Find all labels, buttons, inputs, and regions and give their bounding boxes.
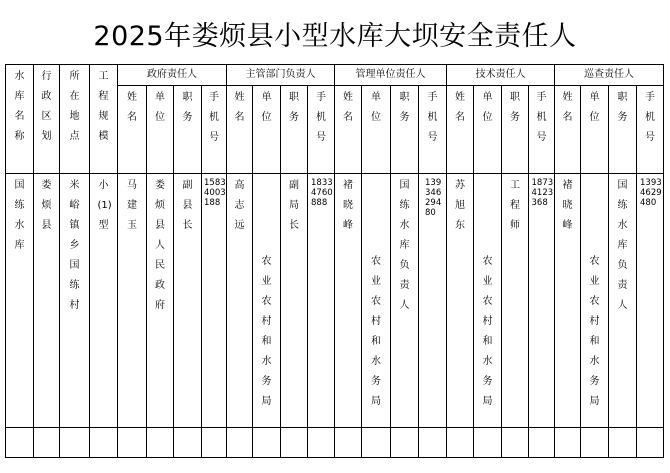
cell-reservoir-name: 国练水库 [6, 174, 34, 428]
empty-row [6, 428, 664, 458]
sub-header-name: 姓名 [118, 86, 147, 174]
sub-header-position: 职务 [609, 86, 637, 174]
sub-header-name: 姓名 [447, 86, 474, 174]
sub-header-position: 职务 [391, 86, 419, 174]
header-district: 行政区划 [34, 65, 60, 174]
cell-gov-unit: 娄烦县人民政府 [147, 174, 174, 428]
document-title: 2025年娄烦县小型水库大坝安全责任人 [93, 21, 577, 52]
sub-header-phone: 手机号 [419, 86, 447, 174]
cell-tech-position: 工程师 [502, 174, 529, 428]
cell-gov-name: 马建玉 [118, 174, 147, 428]
header-group-tech: 技术责任人 [447, 65, 555, 86]
cell-patrol-position: 国练水库负责人 [609, 174, 637, 428]
cell-scale: 小(1)型 [90, 174, 118, 428]
cell-mgmt-unit: 农业农村和水务局 [362, 174, 391, 428]
cell-tech-phone: 18734123368 [529, 174, 555, 428]
sub-header-unit: 单位 [147, 86, 174, 174]
header-group-gov: 政府责任人 [118, 65, 227, 86]
cell-gov-position: 副县长 [174, 174, 202, 428]
cell-district: 娄烦县 [34, 174, 60, 428]
cell-patrol-phone: 13934629480 [637, 174, 664, 428]
sub-header-phone: 手机号 [637, 86, 664, 174]
sub-header-unit: 单位 [581, 86, 609, 174]
sub-header-position: 职务 [281, 86, 308, 174]
cell-dept-unit: 农业农村和水务局 [253, 174, 281, 428]
cell-mgmt-position: 国练水库负责人 [391, 174, 419, 428]
header-scale: 工程规模 [90, 65, 118, 174]
sub-header-unit: 单位 [362, 86, 391, 174]
cell-dept-position: 副局长 [281, 174, 308, 428]
sub-header-position: 职务 [174, 86, 202, 174]
cell-patrol-unit: 农业农村和水务局 [581, 174, 609, 428]
header-group-row [6, 65, 664, 86]
cell-tech-name: 苏旭东 [447, 174, 474, 428]
cell-mgmt-phone: 13934629480 [419, 174, 447, 428]
sub-header-phone: 手机号 [529, 86, 555, 174]
header-location: 所在地点 [60, 65, 90, 174]
cell-mgmt-name: 褚晓峰 [335, 174, 362, 428]
header-group-mgmt: 管理单位责任人 [335, 65, 447, 86]
cell-dept-phone: 18334760888 [308, 174, 335, 428]
table-row [6, 174, 664, 428]
cell-patrol-name: 褚晓峰 [555, 174, 581, 428]
sub-header-position: 职务 [502, 86, 529, 174]
sub-header-phone: 手机号 [308, 86, 335, 174]
sub-header-unit: 单位 [253, 86, 281, 174]
sub-header-unit: 单位 [474, 86, 502, 174]
cell-gov-phone: 15834003188 [202, 174, 227, 428]
sub-header-name: 姓名 [335, 86, 362, 174]
sub-header-phone: 手机号 [202, 86, 227, 174]
header-group-dept: 主管部门负责人 [227, 65, 335, 86]
responsibility-table [5, 64, 664, 458]
cell-tech-unit: 农业农村和水务局 [474, 174, 502, 428]
sub-header-name: 姓名 [227, 86, 253, 174]
header-group-patrol: 巡查责任人 [555, 65, 664, 86]
sub-header-name: 姓名 [555, 86, 581, 174]
cell-location: 米峪镇乡国练村 [60, 174, 90, 428]
cell-dept-name: 高志远 [227, 174, 253, 428]
header-reservoir-name: 水库名称 [6, 65, 34, 174]
